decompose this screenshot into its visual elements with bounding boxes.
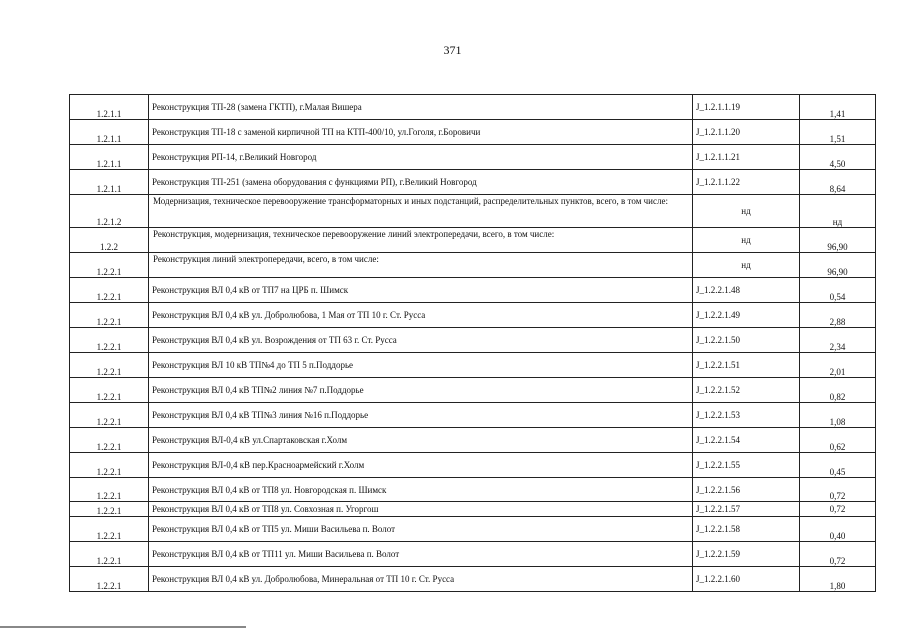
row-code: 1.2.2.1: [70, 428, 149, 453]
row-value: 0,72: [800, 502, 876, 517]
row-code: 1.2.1.1: [70, 170, 149, 195]
row-code: 1.2.1.2: [70, 195, 149, 228]
row-value: 0,54: [800, 278, 876, 303]
row-identifier: J_1.2.2.1.59: [693, 542, 800, 567]
row-value: нд: [800, 195, 876, 228]
table-row: [70, 195, 876, 228]
row-identifier: J_1.2.2.1.57: [693, 502, 800, 517]
row-description: Реконструкция ВЛ 0,4 кВ от ТП8 ул. Новгородская п. Шимск: [149, 478, 693, 502]
row-identifier: J_1.2.1.1.21: [693, 145, 800, 170]
investment-table: [69, 94, 876, 592]
row-value: 0,45: [800, 453, 876, 478]
row-code: 1.2.1.1: [70, 120, 149, 145]
row-value: 0,72: [800, 542, 876, 567]
row-description: Реконструкция ВЛ 10 кВ ТП№4 до ТП 5 п.Поддорье: [149, 353, 693, 378]
table-row: [70, 120, 876, 145]
row-identifier: J_1.2.2.1.52: [693, 378, 800, 403]
row-code: 1.2.2: [70, 228, 149, 253]
page-number: 371: [443, 43, 462, 57]
row-value: 0,82: [800, 378, 876, 403]
row-description: Реконструкция ВЛ 0,4 кВ от ТП7 на ЦРБ п. Шимск: [149, 278, 693, 303]
row-code: 1.2.2.1: [70, 378, 149, 403]
row-value: 0,72: [800, 478, 876, 502]
table-row: [70, 170, 876, 195]
row-description: Реконструкция РП-14, г.Великий Новгород: [149, 145, 693, 170]
row-value: 2,88: [800, 303, 876, 328]
row-value: 96,90: [800, 228, 876, 253]
table-row: [70, 145, 876, 170]
row-description: Реконструкция ВЛ 0,4 кВ ул. Возрождения от ТП 63 г. Ст. Русса: [149, 328, 693, 353]
row-code: 1.2.2.1: [70, 353, 149, 378]
row-code: 1.2.2.1: [70, 303, 149, 328]
table-row: [70, 228, 876, 253]
table-row: [70, 403, 876, 428]
row-identifier: J_1.2.2.1.49: [693, 303, 800, 328]
table-row: [70, 278, 876, 303]
row-identifier: J_1.2.2.1.60: [693, 567, 800, 592]
row-code: 1.2.2.1: [70, 253, 149, 278]
row-identifier: J_1.2.2.1.58: [693, 517, 800, 542]
row-description: Реконструкция ВЛ 0,4 кВ от ТП8 ул. Совхозная п. Угоргош: [149, 502, 693, 517]
row-value: 8,64: [800, 170, 876, 195]
table-row: [70, 567, 876, 592]
table-row: [70, 517, 876, 542]
row-identifier: J_1.2.1.1.22: [693, 170, 800, 195]
row-code: 1.2.2.1: [70, 453, 149, 478]
row-identifier: J_1.2.2.1.48: [693, 278, 800, 303]
row-description: Реконструкция ВЛ 0,4 кВ ул. Добролюбова, Минеральная от ТП 10 г. Ст. Русса: [149, 567, 693, 592]
row-code: 1.2.2.1: [70, 403, 149, 428]
row-value: 2,01: [800, 353, 876, 378]
row-description: Реконструкция ВЛ-0,4 кВ пер.Красноармейский г.Холм: [149, 453, 693, 478]
row-code: 1.2.2.1: [70, 517, 149, 542]
row-identifier: J_1.2.2.1.55: [693, 453, 800, 478]
row-identifier: J_1.2.1.1.19: [693, 95, 800, 120]
row-identifier: J_1.2.2.1.51: [693, 353, 800, 378]
table-row: [70, 253, 876, 278]
row-code: 1.2.1.1: [70, 95, 149, 120]
row-description: Реконструкция ТП-18 с заменой кирпичной ТП на КТП-400/10, ул.Гоголя, г.Боровичи: [149, 120, 693, 145]
row-description: Реконструкция ВЛ 0,4 кВ ул. Добролюбова, 1 Мая от ТП 10 г. Ст. Русса: [149, 303, 693, 328]
row-description: Модернизация, техническое перевооружение трансформаторных и иных подстанций, распределительных пунктов, всего, в том числе:: [149, 195, 693, 228]
row-description: Реконструкция ВЛ 0,4 кВ от ТП5 ул. Миши Васильева п. Волот: [149, 517, 693, 542]
row-description: Реконструкция ВЛ 0,4 кВ ТП№2 линия №7 п.Поддорье: [149, 378, 693, 403]
table-body: [70, 95, 876, 592]
row-code: 1.2.2.1: [70, 542, 149, 567]
row-description: Реконструкция ТП-251 (замена оборудования с функциями РП), г.Великий Новгород: [149, 170, 693, 195]
table-row: [70, 95, 876, 120]
row-code: 1.2.2.1: [70, 278, 149, 303]
table-row: [70, 353, 876, 378]
row-identifier: J_1.2.1.1.20: [693, 120, 800, 145]
row-identifier: J_1.2.2.1.53: [693, 403, 800, 428]
row-description: Реконструкция, модернизация, техническое перевооружение линий электропередачи, всего, в том числе:: [149, 228, 693, 253]
table-row: [70, 502, 876, 517]
row-identifier: нд: [693, 228, 800, 253]
row-description: Реконструкция ВЛ 0,4 кВ от ТП11 ул. Миши Васильева п. Волот: [149, 542, 693, 567]
table-row: [70, 303, 876, 328]
row-code: 1.2.2.1: [70, 567, 149, 592]
row-code: 1.2.2.1: [70, 478, 149, 502]
row-identifier: J_1.2.2.1.54: [693, 428, 800, 453]
row-value: 96,90: [800, 253, 876, 278]
row-code: 1.2.2.1: [70, 328, 149, 353]
row-code: 1.2.2.1: [70, 502, 149, 517]
row-identifier: нд: [693, 253, 800, 278]
table-row: [70, 478, 876, 502]
row-description: Реконструкция ВЛ 0,4 кВ ТП№3 линия №16 п.Поддорье: [149, 403, 693, 428]
row-value: 1,51: [800, 120, 876, 145]
row-value: 2,34: [800, 328, 876, 353]
row-identifier: J_1.2.2.1.56: [693, 478, 800, 502]
row-value: 0,40: [800, 517, 876, 542]
row-value: 4,50: [800, 145, 876, 170]
footer-divider: [0, 626, 246, 628]
row-value: 1,08: [800, 403, 876, 428]
row-value: 0,62: [800, 428, 876, 453]
row-description: Реконструкция линий электропередачи, всего, в том числе:: [149, 253, 693, 278]
row-description: Реконструкция ВЛ-0,4 кВ ул.Спартаковская г.Холм: [149, 428, 693, 453]
row-value: 1,80: [800, 567, 876, 592]
row-code: 1.2.1.1: [70, 145, 149, 170]
table-row: [70, 428, 876, 453]
row-value: 1,41: [800, 95, 876, 120]
table-row: [70, 328, 876, 353]
row-description: Реконструкция ТП-28 (замена ГКТП), г.Малая Вишера: [149, 95, 693, 120]
row-identifier: нд: [693, 195, 800, 228]
table-row: [70, 378, 876, 403]
table-row: [70, 453, 876, 478]
table-row: [70, 542, 876, 567]
row-identifier: J_1.2.2.1.50: [693, 328, 800, 353]
